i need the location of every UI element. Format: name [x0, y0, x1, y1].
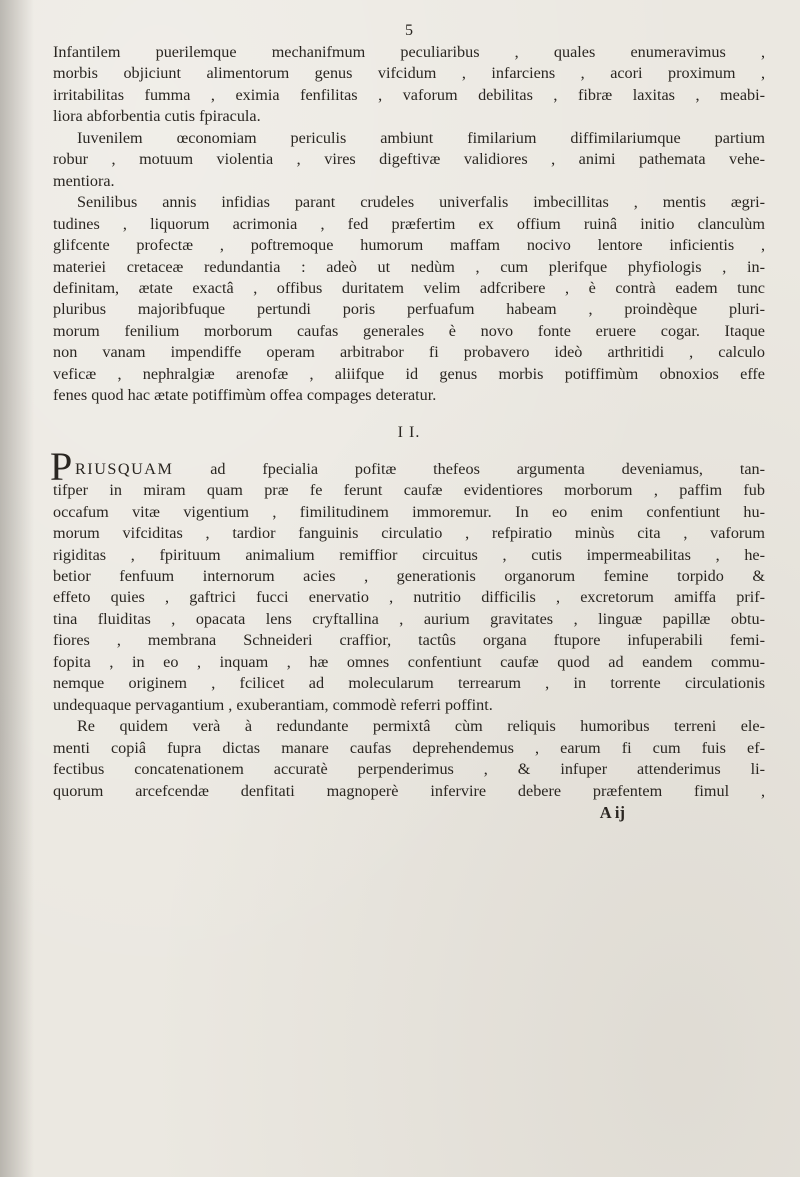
printer-signature-mark: A ij	[599, 802, 625, 822]
text-line: non vanam impendiffe operam arbitrabor fi probavero ideò arthritidi , calculo	[53, 343, 765, 362]
text-line: Senilibus annis infidias parant crudeles univerfalis imbecillitas , mentis ægri-	[77, 193, 765, 212]
text-line: fiores , membrana Schneideri craffior, tactûs organa ftupore infuperabili femi-	[53, 631, 765, 650]
text-line: morbis objiciunt alimentorum genus vifcidum , infarciens , acori proximum ,	[53, 64, 765, 83]
text-line: Re quidem verà à redundante permixtâ cùm reliquis humoribus terreni ele-	[77, 717, 765, 736]
drop-cap: P	[50, 443, 73, 489]
text-line	[53, 459, 765, 480]
text-line: glifcente profectæ , poftremoque humorum maffam nocivo lentore inficientis ,	[53, 236, 765, 255]
signature-line	[53, 802, 765, 823]
paragraph-youth	[53, 128, 765, 192]
text-line: nemque originem , fcilicet ad molecularum terrearum , in torrente circulationis	[53, 674, 765, 693]
text-line: definitam, ætate exactâ , offibus duritatem velim adfcribere , è contrà eadem tunc	[53, 278, 765, 297]
text-line: effeto quies , gaftrici fucci enervatio , nutritio difficilis , excretorum amiffa prif-	[53, 588, 765, 607]
text-line: fopita , in eo , inquam , hæ omnes confentiunt caufæ quod ad eandem commu-	[53, 652, 765, 671]
paragraph-section-two	[50, 443, 765, 716]
page-number: 5	[405, 22, 413, 39]
text-line: morum vifciditas , tardior fanguinis circulatio , refpiratio minùs cita , vaforum	[53, 524, 765, 543]
text-line: liora abforbentia cutis fpiracula.	[53, 107, 261, 126]
text-line: robur , motuum violentia , vires digeftivæ validiores , animi pathemata vehe-	[53, 150, 765, 169]
text-line: morum fenilium morborum caufas generales è novo fonte eruere cogar. Itaque	[53, 321, 765, 340]
text-line: menti copiâ fupra dictas manare caufas deprehendemus , earum fi cum fuis ef-	[53, 738, 765, 757]
text-line: rigiditas , fpirituum animalium remiffior circuitus , cutis impermeabilitas , he-	[53, 545, 765, 564]
text-line-rest: ad fpecialia pofitæ thefeos argumenta deveniamus, tan-	[210, 459, 765, 478]
text-line: tudines , liquorum acrimonia , fed præfertim ex offium ruinâ initio clanculùm	[53, 214, 765, 233]
text-line: fenes quod hac ætate potiffimùm offea compages deteratur.	[53, 386, 437, 405]
small-caps-word: RIUSQUAM	[75, 459, 174, 478]
text-line: tina fluiditas , opacata lens cryftallina , aurium gravitates , linguæ papillæ obtu-	[53, 609, 765, 628]
text-line: fectibus concatenationem accuratè perpenderimus , & infuper attenderimus li-	[53, 760, 765, 779]
paragraph-old-age	[53, 192, 765, 407]
text-line: occafum vitæ vigentium , fimilitudinem immoremur. In eo enim confentiunt hu-	[53, 502, 765, 521]
text-line: Infantilem puerilemque mechanifmum peculiaribus , quales enumeravimus ,	[53, 43, 765, 61]
text-line: quorum arcefcendæ denfitati magnoperè infervire debere præfentem fimul ,	[53, 781, 765, 800]
text-line: betior fenfuum internorum acies , generationis organorum femine torpido &	[53, 566, 765, 585]
text-line: mentiora.	[53, 171, 115, 190]
text-line: veficæ , nephralgiæ arenofæ , aliifque id genus morbis potiffimùm obnoxios effe	[53, 364, 765, 383]
text-line: tifper in miram quam præ fe ferunt caufæ evidentiores morborum , paffim fub	[53, 481, 765, 500]
paragraph-infancy	[53, 42, 765, 128]
text-line: Iuvenilem œconomiam periculis ambiunt fimilarium diffimilariumque partium	[77, 128, 765, 147]
text-line: materiei cretaceæ redundantia : adeò ut nedùm , cum plerifque phyfiologis , in-	[53, 257, 765, 276]
text-line: undequaque pervagantium , exuberantiam, commodè referri poffint.	[53, 695, 493, 714]
section-heading: I I.	[397, 423, 421, 441]
text-line: pluribus majoribfuque pertundi poris perfuafum habeam , proindèque pluri-	[53, 300, 765, 319]
text-block	[50, 20, 765, 823]
binding-shadow	[0, 0, 34, 1177]
text-line: irritabilitas fumma , eximia fenfilitas , vaforum debilitas , fibræ laxitas , meabi-	[53, 85, 765, 104]
paragraph-redundant-earth	[53, 716, 765, 802]
